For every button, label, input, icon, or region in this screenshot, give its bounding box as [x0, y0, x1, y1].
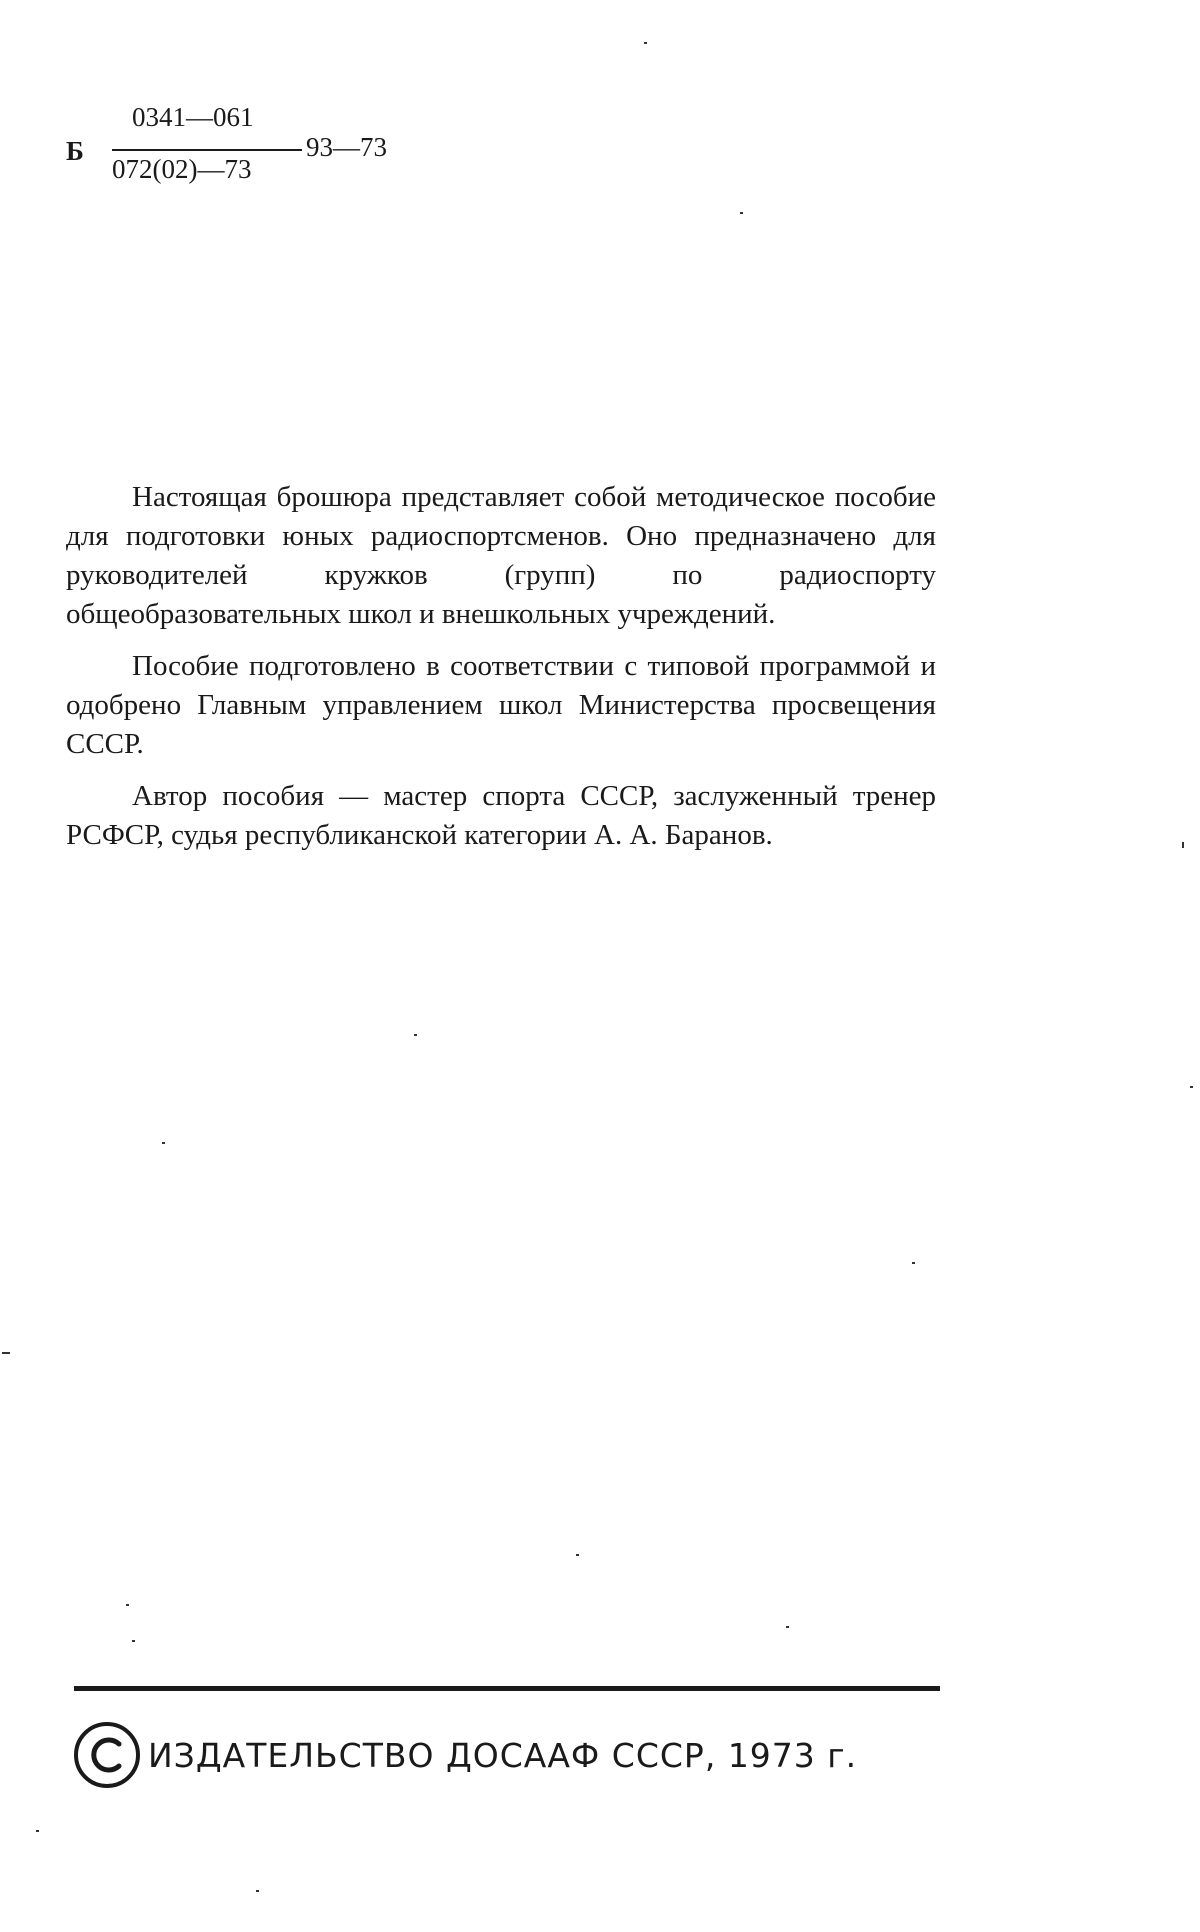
- scan-speck: [126, 1604, 129, 1606]
- imprint-text: ИЗДАТЕЛЬСТВО ДОСААФ СССР, 1973 г.: [148, 1736, 858, 1775]
- paragraph-approval: Пособие подготовлено в соответствии с типовой программой и одобрено Главным управлением школ Министерства просвещения СССР.: [66, 650, 936, 760]
- paragraph-author: Автор пособия — мастер спорта СССР, заслуженный тренер РСФСР, судья республиканской категории А. А. Баранов.: [66, 780, 936, 851]
- scan-speck: [912, 1262, 915, 1264]
- scan-speck: [162, 1142, 165, 1144]
- scan-speck: [132, 1640, 135, 1642]
- copyright-icon: [72, 1720, 142, 1790]
- fraction-line: [112, 149, 302, 151]
- scan-speck: [786, 1626, 789, 1628]
- scan-speck: [36, 1830, 39, 1832]
- publisher-imprint: [72, 1720, 972, 1790]
- scan-speck: [1182, 842, 1184, 848]
- scan-speck: [1190, 1086, 1193, 1088]
- scan-speck: [2, 1352, 10, 1354]
- paragraph-description: Настоящая брошюра представляет собой методическое пособие для подготовки юных радиоспортсменов. Оно предназначено для руководителей кружков (групп) по радиоспорту общеобразовательных школ и внешкольных учреждений.: [66, 481, 936, 630]
- catalog-suffix: 93—73: [306, 132, 387, 162]
- scan-speck: [414, 1034, 417, 1036]
- annotation-text: [66, 478, 936, 868]
- catalog-denominator: 072(02)—73: [112, 154, 252, 184]
- catalog-numerator: 0341—061: [132, 102, 254, 132]
- scan-speck: [644, 42, 647, 44]
- scan-speck: [256, 1890, 259, 1892]
- scan-speck: [576, 1554, 579, 1556]
- catalog-code: [66, 104, 446, 194]
- scan-speck: [740, 212, 743, 214]
- catalog-letter: Б: [66, 136, 84, 166]
- horizontal-rule: [74, 1686, 940, 1691]
